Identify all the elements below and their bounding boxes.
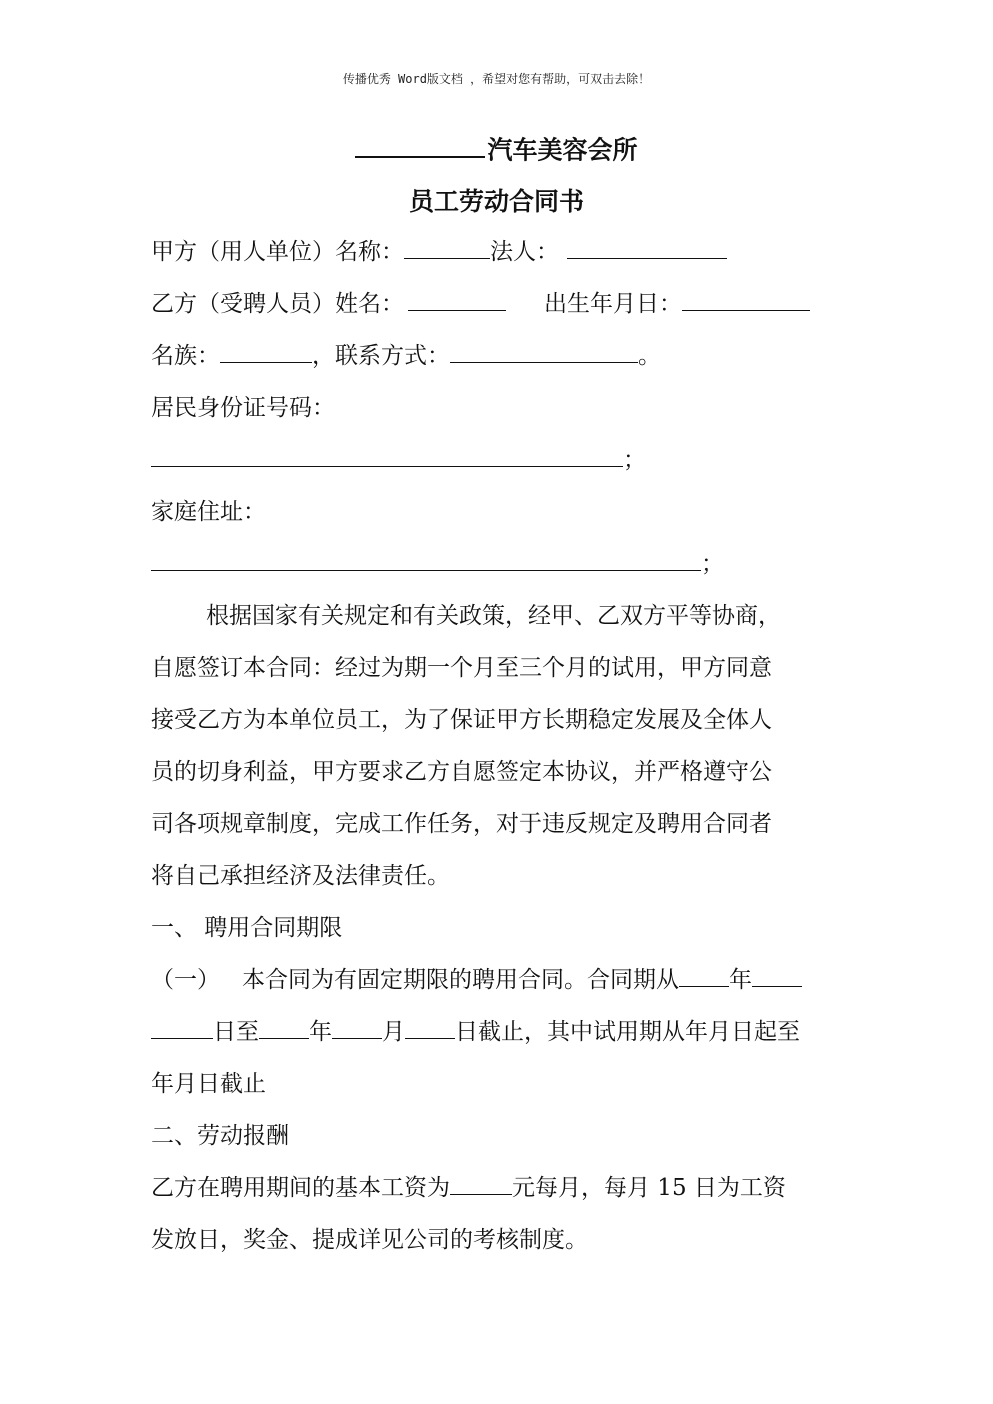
- birth-label: 出生年月日：: [544, 291, 682, 317]
- address-label-line: 家庭住址：: [151, 499, 266, 525]
- section1-item1-line1: [151, 960, 851, 1012]
- id-number-blank[interactable]: [151, 442, 623, 467]
- section2-line2: 发放日，奖金、提成详见公司的考核制度。: [151, 1227, 588, 1253]
- start-month-blank[interactable]: [752, 962, 802, 987]
- party-b-label: 乙方（受聘人员）姓名：: [151, 291, 404, 317]
- party-a-line: [151, 232, 851, 284]
- section1-item1-line3: 年月日截止: [151, 1071, 266, 1097]
- salary-blank[interactable]: [450, 1170, 512, 1195]
- ethnicity-line: [151, 336, 851, 388]
- contact-label: ，联系方式：: [312, 343, 450, 369]
- end-month-label: 月: [382, 1019, 405, 1045]
- end-year-blank[interactable]: [259, 1014, 309, 1039]
- birth-date-blank[interactable]: [682, 286, 810, 311]
- preamble-line: 将自己承担经济及法律责任。: [151, 863, 450, 889]
- company-name-blank[interactable]: [355, 130, 485, 158]
- end-day-blank[interactable]: [405, 1014, 455, 1039]
- salary-label: 乙方在聘用期间的基本工资为: [151, 1175, 450, 1201]
- ethnicity-line-end: 。: [638, 343, 661, 369]
- party-a-label: 甲方（用人单位）名称：: [151, 239, 404, 265]
- preamble-line: 自愿签订本合同：经过为期一个月至三个月的试用，甲方同意: [151, 655, 772, 681]
- section2-heading: 二、劳动报酬: [151, 1123, 289, 1149]
- item1-prefix: （一）: [151, 967, 220, 993]
- contract-body: [151, 232, 851, 1272]
- address-blank[interactable]: [151, 546, 701, 571]
- start-year-blank[interactable]: [679, 962, 729, 987]
- preamble-line: 员的切身利益，甲方要求乙方自愿签定本协议，并严格遵守公: [151, 759, 772, 785]
- party-b-name-blank[interactable]: [408, 286, 506, 311]
- id-semicolon: ；: [623, 447, 646, 473]
- day-to-label: 日至: [213, 1019, 259, 1045]
- section1-item1-line2: [151, 1012, 851, 1064]
- address-blank-line: [151, 544, 851, 596]
- ethnicity-blank[interactable]: [220, 338, 312, 363]
- salary-suffix: 元每月，每月 15 日为工资: [512, 1175, 786, 1201]
- party-b-line: [151, 284, 851, 336]
- party-a-name-blank[interactable]: [404, 234, 490, 259]
- header-note: 传播优秀 Word版文档 ，希望对您有帮助，可双击去除！: [342, 72, 651, 86]
- contact-blank[interactable]: [450, 338, 638, 363]
- legal-person-label: 法人：: [490, 239, 559, 265]
- year-label: 年: [729, 967, 752, 993]
- item1-text: 本合同为有固定期限的聘用合同。合同期从: [242, 967, 679, 993]
- address-semicolon: ；: [701, 551, 724, 577]
- title-text: 汽车美容会所: [487, 135, 638, 165]
- id-label-line: 居民身份证号码：: [151, 395, 335, 421]
- section1-heading: 一、 聘用合同期限: [151, 915, 343, 941]
- section2-line1: [151, 1168, 851, 1220]
- legal-person-blank[interactable]: [567, 234, 727, 259]
- document-title-line2: 员工劳动合同书: [408, 187, 584, 216]
- day-end-label: 日截止，其中试用期从年月日起至: [455, 1019, 800, 1045]
- ethnicity-label: 名族：: [151, 343, 220, 369]
- document-title-line1: [0, 130, 993, 166]
- end-month-blank[interactable]: [332, 1014, 382, 1039]
- preamble-line: 根据国家有关规定和有关政策，经甲、乙双方平等协商，: [206, 603, 781, 629]
- preamble-line: 司各项规章制度，完成工作任务，对于违反规定及聘用合同者: [151, 811, 772, 837]
- id-blank-line: [151, 440, 851, 492]
- start-day-blank[interactable]: [151, 1014, 213, 1039]
- preamble-line: 接受乙方为本单位员工，为了保证甲方长期稳定发展及全体人: [151, 707, 772, 733]
- end-year-label: 年: [309, 1019, 332, 1045]
